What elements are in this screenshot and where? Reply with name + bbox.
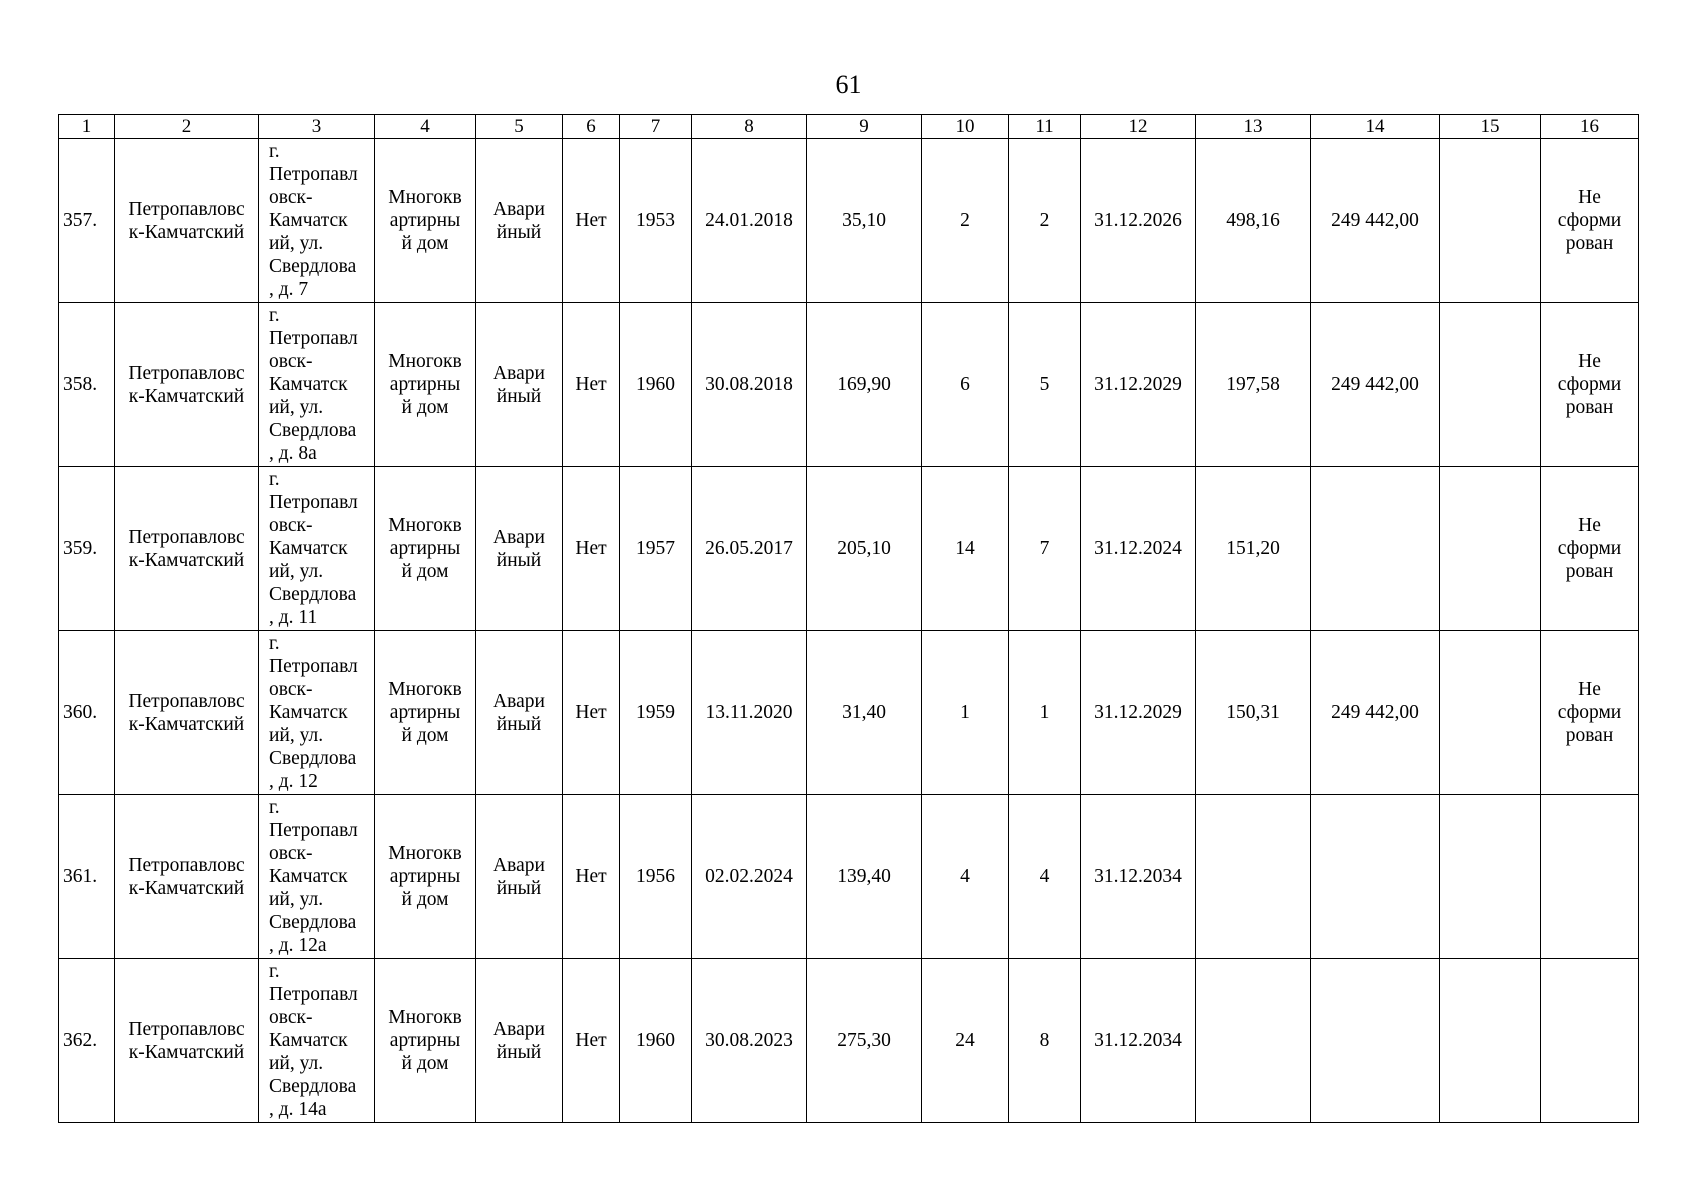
building-type-line: й дом: [401, 397, 449, 418]
column-6-cell: Нет: [563, 467, 620, 631]
page-number: 61: [835, 70, 862, 99]
column-13-cell: [1196, 795, 1311, 959]
building-type-line: й дом: [401, 725, 449, 746]
table-row: [59, 303, 1639, 467]
column-16-line: Не: [1578, 187, 1601, 208]
column-number-header: 8: [692, 115, 807, 139]
deadline-date-cell: 31.12.2034: [1081, 795, 1196, 959]
municipality-line: Петропавловс: [128, 526, 245, 548]
municipality-line: к-Камчатский: [128, 549, 245, 571]
municipality-line: к-Камчатский: [128, 221, 245, 243]
address-line: ий, ул.: [269, 725, 324, 746]
address-cell: [259, 467, 375, 631]
row-number-cell: 362.: [59, 959, 115, 1123]
address-line: г.: [269, 469, 280, 490]
address-line: , д. 12а: [269, 935, 327, 956]
address-line: Свердлова: [269, 256, 357, 277]
address-line: Петропавл: [269, 164, 358, 185]
construction-year-cell: 1960: [620, 959, 692, 1123]
column-10-cell: 2: [922, 139, 1009, 303]
column-16-cell: [1541, 959, 1639, 1123]
building-status-line: Авари: [493, 198, 545, 220]
building-status-cell: [476, 139, 563, 303]
address-line: Петропавл: [269, 656, 358, 677]
column-15-cell: [1440, 139, 1541, 303]
building-type-line: Многокв: [388, 187, 462, 208]
municipality-cell: [115, 467, 259, 631]
column-14-cell: [1311, 795, 1440, 959]
building-status-line: Авари: [493, 690, 545, 712]
address-line: овск-: [269, 843, 313, 864]
column-16-cell: [1541, 303, 1639, 467]
row-number-cell: 359.: [59, 467, 115, 631]
building-status-cell: [476, 631, 563, 795]
address-line: Петропавл: [269, 984, 358, 1005]
address-line: Свердлова: [269, 1076, 357, 1097]
recognition-date-cell: 24.01.2018: [692, 139, 807, 303]
address-line: овск-: [269, 187, 313, 208]
column-16-cell: [1541, 467, 1639, 631]
building-type-line: й дом: [401, 889, 449, 910]
building-type-line: Многокв: [388, 1007, 462, 1028]
column-11-cell: 5: [1009, 303, 1081, 467]
column-16-line: Не: [1578, 679, 1601, 700]
column-10-cell: 6: [922, 303, 1009, 467]
address-line: Камчатск: [269, 702, 348, 723]
column-16-line: сформи: [1557, 702, 1622, 723]
building-type-line: артирны: [389, 538, 461, 559]
address-line: Камчатск: [269, 210, 348, 231]
column-15-cell: [1440, 303, 1541, 467]
construction-year-cell: 1956: [620, 795, 692, 959]
address-line: Петропавл: [269, 820, 358, 841]
column-16-line: рован: [1565, 397, 1614, 418]
address-cell: [259, 631, 375, 795]
municipality-line: Петропавловс: [128, 362, 245, 384]
column-15-cell: [1440, 795, 1541, 959]
construction-year-cell: 1957: [620, 467, 692, 631]
table-row: [59, 631, 1639, 795]
column-16-line: Не: [1578, 515, 1601, 536]
column-15-cell: [1440, 959, 1541, 1123]
building-status-line: йный: [496, 385, 542, 407]
column-number-header: 7: [620, 115, 692, 139]
column-number-header: 13: [1196, 115, 1311, 139]
municipality-line: Петропавловс: [128, 198, 245, 220]
address-line: ий, ул.: [269, 397, 324, 418]
column-6-cell: Нет: [563, 303, 620, 467]
column-10-cell: 24: [922, 959, 1009, 1123]
building-type-cell: [375, 467, 476, 631]
column-10-cell: 14: [922, 467, 1009, 631]
address-line: , д. 11: [269, 607, 318, 628]
column-16-cell: [1541, 795, 1639, 959]
building-status-line: Авари: [493, 362, 545, 384]
deadline-date-cell: 31.12.2026: [1081, 139, 1196, 303]
building-status-cell: [476, 303, 563, 467]
deadline-date-cell: 31.12.2029: [1081, 631, 1196, 795]
address-line: Свердлова: [269, 420, 357, 441]
building-type-line: Многокв: [388, 351, 462, 372]
building-type-line: артирны: [389, 1030, 461, 1051]
building-status-cell: [476, 467, 563, 631]
municipality-line: к-Камчатский: [128, 385, 245, 407]
table-row: [59, 467, 1639, 631]
area-cell: 275,30: [807, 959, 922, 1123]
address-line: , д. 8а: [269, 443, 317, 464]
column-11-cell: 8: [1009, 959, 1081, 1123]
column-11-cell: 4: [1009, 795, 1081, 959]
address-line: ий, ул.: [269, 233, 324, 254]
address-line: Свердлова: [269, 584, 357, 605]
building-type-line: Многокв: [388, 679, 462, 700]
municipality-cell: [115, 631, 259, 795]
column-6-cell: Нет: [563, 959, 620, 1123]
municipality-line: к-Камчатский: [128, 713, 245, 735]
column-16-line: сформи: [1557, 538, 1622, 559]
building-type-line: й дом: [401, 233, 449, 254]
building-status-line: йный: [496, 549, 542, 571]
recognition-date-cell: 30.08.2023: [692, 959, 807, 1123]
address-line: г.: [269, 305, 280, 326]
column-number-header: 10: [922, 115, 1009, 139]
address-line: ий, ул.: [269, 889, 324, 910]
column-10-cell: 1: [922, 631, 1009, 795]
deadline-date-cell: 31.12.2034: [1081, 959, 1196, 1123]
column-number-header: 4: [375, 115, 476, 139]
building-type-line: Многокв: [388, 843, 462, 864]
column-number-header: 5: [476, 115, 563, 139]
row-number-cell: 357.: [59, 139, 115, 303]
municipality-line: Петропавловс: [128, 1018, 245, 1040]
column-16-line: сформи: [1557, 210, 1622, 231]
address-line: Камчатск: [269, 538, 348, 559]
column-14-cell: 249 442,00: [1311, 631, 1440, 795]
construction-year-cell: 1953: [620, 139, 692, 303]
building-status-line: Авари: [493, 526, 545, 548]
municipality-line: Петропавловс: [128, 854, 245, 876]
municipality-line: к-Камчатский: [128, 1041, 245, 1063]
address-line: г.: [269, 797, 280, 818]
building-status-cell: [476, 959, 563, 1123]
building-status-line: Авари: [493, 854, 545, 876]
column-10-cell: 4: [922, 795, 1009, 959]
building-status-cell: [476, 795, 563, 959]
area-cell: 31,40: [807, 631, 922, 795]
column-14-cell: [1311, 959, 1440, 1123]
column-number-header-row: [59, 115, 1639, 139]
column-15-cell: [1440, 467, 1541, 631]
building-type-line: артирны: [389, 702, 461, 723]
column-number-header: 11: [1009, 115, 1081, 139]
column-number-header: 1: [59, 115, 115, 139]
address-line: ий, ул.: [269, 1053, 324, 1074]
building-status-line: Авари: [493, 1018, 545, 1040]
address-line: овск-: [269, 1007, 313, 1028]
address-line: Камчатск: [269, 374, 348, 395]
column-16-line: рован: [1565, 233, 1614, 254]
building-status-line: йный: [496, 713, 542, 735]
table-row: [59, 139, 1639, 303]
address-line: , д. 12: [269, 771, 318, 792]
recognition-date-cell: 13.11.2020: [692, 631, 807, 795]
address-line: г.: [269, 633, 280, 654]
recognition-date-cell: 02.02.2024: [692, 795, 807, 959]
building-type-line: й дом: [401, 1053, 449, 1074]
address-line: Петропавл: [269, 328, 358, 349]
column-16-line: Не: [1578, 351, 1601, 372]
column-6-cell: Нет: [563, 139, 620, 303]
municipality-cell: [115, 139, 259, 303]
address-line: Свердлова: [269, 748, 357, 769]
building-type-line: артирны: [389, 210, 461, 231]
address-line: овск-: [269, 679, 313, 700]
area-cell: 169,90: [807, 303, 922, 467]
deadline-date-cell: 31.12.2024: [1081, 467, 1196, 631]
address-line: овск-: [269, 351, 313, 372]
building-type-cell: [375, 631, 476, 795]
area-cell: 35,10: [807, 139, 922, 303]
column-14-cell: [1311, 467, 1440, 631]
column-number-header: 16: [1541, 115, 1639, 139]
municipality-cell: [115, 959, 259, 1123]
table-row: [59, 795, 1639, 959]
recognition-date-cell: 30.08.2018: [692, 303, 807, 467]
address-line: Петропавл: [269, 492, 358, 513]
building-type-cell: [375, 795, 476, 959]
row-number-cell: 360.: [59, 631, 115, 795]
table-row: [59, 959, 1639, 1123]
address-line: Свердлова: [269, 912, 357, 933]
column-number-header: 6: [563, 115, 620, 139]
column-6-cell: Нет: [563, 795, 620, 959]
column-11-cell: 2: [1009, 139, 1081, 303]
column-13-cell: 151,20: [1196, 467, 1311, 631]
column-number-header: 2: [115, 115, 259, 139]
column-11-cell: 1: [1009, 631, 1081, 795]
address-cell: [259, 303, 375, 467]
building-status-line: йный: [496, 221, 542, 243]
municipality-line: Петропавловс: [128, 690, 245, 712]
column-14-cell: 249 442,00: [1311, 139, 1440, 303]
building-type-cell: [375, 959, 476, 1123]
municipality-cell: [115, 303, 259, 467]
municipality-cell: [115, 795, 259, 959]
column-13-cell: 498,16: [1196, 139, 1311, 303]
building-type-line: артирны: [389, 866, 461, 887]
column-6-cell: Нет: [563, 631, 620, 795]
municipality-line: к-Камчатский: [128, 877, 245, 899]
address-line: г.: [269, 961, 280, 982]
address-line: , д. 7: [269, 279, 309, 300]
column-16-line: рован: [1565, 725, 1614, 746]
column-11-cell: 7: [1009, 467, 1081, 631]
address-line: овск-: [269, 515, 313, 536]
recognition-date-cell: 26.05.2017: [692, 467, 807, 631]
building-type-cell: [375, 303, 476, 467]
building-type-line: й дом: [401, 561, 449, 582]
column-16-line: рован: [1565, 561, 1614, 582]
address-line: Камчатск: [269, 866, 348, 887]
column-13-cell: 150,31: [1196, 631, 1311, 795]
column-16-cell: [1541, 139, 1639, 303]
construction-year-cell: 1960: [620, 303, 692, 467]
column-number-header: 12: [1081, 115, 1196, 139]
column-14-cell: 249 442,00: [1311, 303, 1440, 467]
deadline-date-cell: 31.12.2029: [1081, 303, 1196, 467]
column-13-cell: 197,58: [1196, 303, 1311, 467]
building-type-line: Многокв: [388, 515, 462, 536]
address-line: ий, ул.: [269, 561, 324, 582]
area-cell: 205,10: [807, 467, 922, 631]
address-line: г.: [269, 141, 280, 162]
construction-year-cell: 1959: [620, 631, 692, 795]
address-line: , д. 14а: [269, 1099, 327, 1120]
column-number-header: 3: [259, 115, 375, 139]
column-number-header: 14: [1311, 115, 1440, 139]
column-16-cell: [1541, 631, 1639, 795]
row-number-cell: 358.: [59, 303, 115, 467]
address-cell: [259, 959, 375, 1123]
building-type-cell: [375, 139, 476, 303]
column-number-header: 15: [1440, 115, 1541, 139]
address-cell: [259, 795, 375, 959]
address-line: Камчатск: [269, 1030, 348, 1051]
column-16-line: сформи: [1557, 374, 1622, 395]
address-cell: [259, 139, 375, 303]
building-status-line: йный: [496, 1041, 542, 1063]
column-13-cell: [1196, 959, 1311, 1123]
building-status-line: йный: [496, 877, 542, 899]
column-number-header: 9: [807, 115, 922, 139]
area-cell: 139,40: [807, 795, 922, 959]
column-15-cell: [1440, 631, 1541, 795]
row-number-cell: 361.: [59, 795, 115, 959]
building-type-line: артирны: [389, 374, 461, 395]
housing-registry-table: [58, 114, 1639, 1123]
